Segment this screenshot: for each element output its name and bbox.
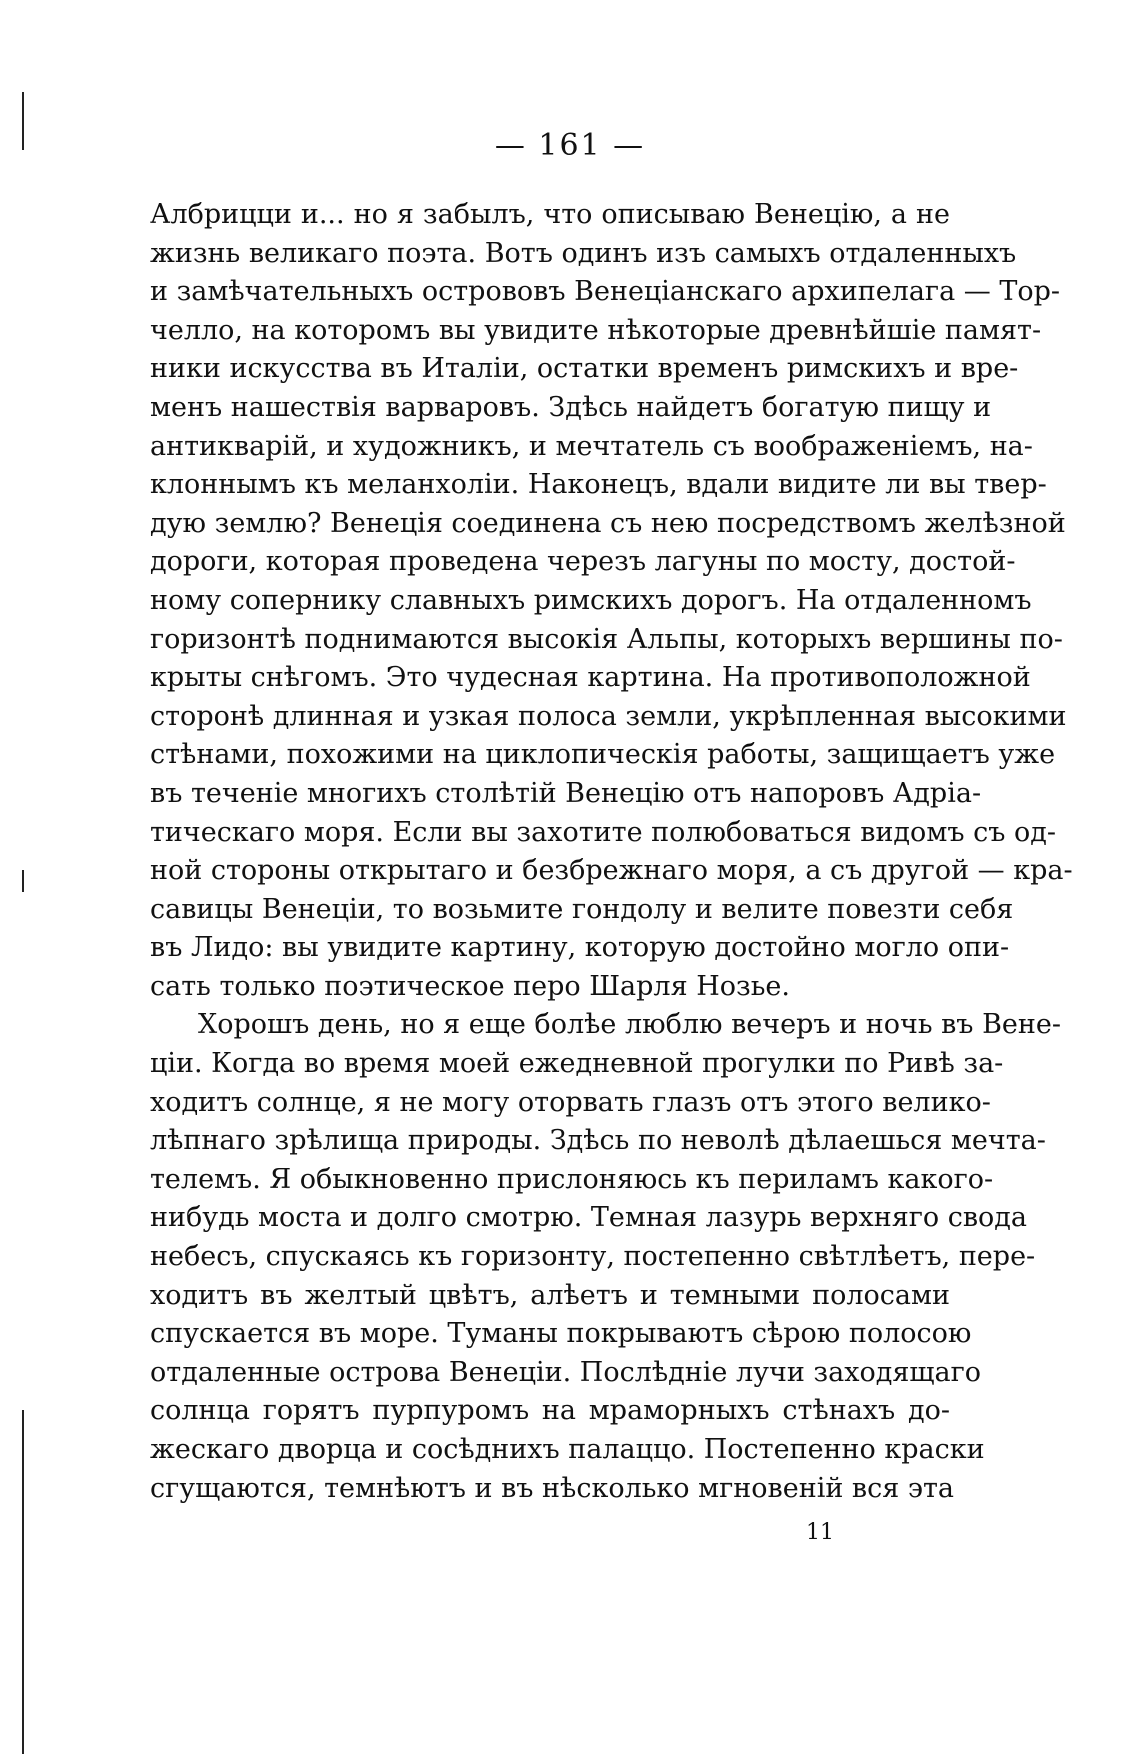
text-line: дую землю? Венеція соединена съ нею посредствомъ желѣзной xyxy=(150,507,1066,539)
text-line: отдаленные острова Венеціи. Послѣдніе лучи заходящаго xyxy=(150,1356,981,1388)
text-line: стѣнами, похожими на циклопическія работы, защищаетъ уже xyxy=(150,739,1056,771)
text-line: въ Лидо: вы увидите картину, которую достойно могло опи- xyxy=(150,932,1010,964)
text-line: лѣпнаго зрѣлища природы. Здѣсь по неволѣ дѣлаешься мечта- xyxy=(150,1125,1046,1157)
text-line: антикварій, и художникъ, и мечтатель съ воображеніемъ, на- xyxy=(150,430,1033,462)
text-line: Албрицци и... но я забылъ, что описываю Венецію, а не xyxy=(150,199,950,230)
text-line: солнца горятъ пурпуромъ на мраморныхъ стѣнахъ до- xyxy=(150,1395,950,1427)
text-line: менъ нашествія варваровъ. Здѣсь найдетъ богатую пищу и xyxy=(150,391,992,423)
text-line: ники искусства въ Италіи, остатки временъ римскихъ и вре- xyxy=(150,353,1019,385)
text-line: и замѣчательныхъ острововъ Венеціанскаго архипелага — Тор- xyxy=(150,276,1061,308)
text-line: ной стороны открытаго и безбрежнаго моря, а съ другой — кра- xyxy=(150,855,1073,887)
text-line: телемъ. Я обыкновенно прислоняюсь къ периламъ какого- xyxy=(150,1163,994,1195)
paragraph xyxy=(150,196,1073,1006)
text-line: ному сопернику славныхъ римскихъ дорогъ. На отдаленномъ xyxy=(150,584,1032,616)
text-line: въ теченіе многихъ столѣтій Венецію отъ напоровъ Адріа- xyxy=(150,777,982,809)
text-line: крыты снѣгомъ. Это чудесная картина. На противоположной xyxy=(150,662,1031,694)
text-line: горизонтѣ поднимаются высокія Альпы, которыхъ вершины по- xyxy=(150,623,1063,655)
text-line: сать только поэтическое перо Шарля Нозье. xyxy=(150,970,790,1002)
text-line: ходитъ солнце, я не могу оторвать глазъ отъ этого велико- xyxy=(150,1086,991,1118)
text-line: Хорошъ день, но я еще болѣе люблю вечеръ и ночь въ Вене- xyxy=(198,1009,1061,1041)
body-text xyxy=(150,196,1073,1508)
text-line: сгущаются, темнѣютъ и въ нѣсколько мгновеній вся эта xyxy=(150,1472,955,1504)
text-line: савицы Венеціи, то возьмите гондолу и велите повезти себя xyxy=(150,893,1014,925)
text-line: клоннымъ къ меланхоліи. Наконецъ, вдали видите ли вы твер- xyxy=(150,469,1047,501)
paragraph xyxy=(150,1006,1061,1508)
text-line: челло, на которомъ вы увидите нѣкоторые древнѣйшіе памят- xyxy=(150,314,1042,346)
text-line: дороги, которая проведена черезъ лагуны по мосту, достой- xyxy=(150,546,1016,578)
text-line: ходитъ въ желтый цвѣтъ, алѣетъ и темными полосами xyxy=(150,1279,950,1311)
text-line: ціи. Когда во время моей ежедневной прогулки по Ривѣ за- xyxy=(150,1048,1004,1080)
scan-edge-mark xyxy=(22,870,24,892)
text-line: небесъ, спускаясь къ горизонту, постепенно свѣтлѣетъ, пере- xyxy=(150,1241,1036,1273)
text-line: жескаго дворца и сосѣднихъ палаццо. Постепенно краски xyxy=(150,1434,985,1465)
text-line: спускается въ море. Туманы покрываютъ сѣрою полосою xyxy=(150,1318,972,1350)
text-line: сторонѣ длинная и узкая полоса земли, укрѣпленная высокими xyxy=(150,700,1067,732)
page-number-header: — 161 — xyxy=(494,128,646,163)
text-line: жизнь великаго поэта. Вотъ одинъ изъ самыхъ отдаленныхъ xyxy=(150,237,1017,269)
text-line: нибудь моста и долго смотрю. Темная лазурь верхняго свода xyxy=(150,1202,1028,1234)
text-line: тическаго моря. Если вы захотите полюбоваться видомъ съ од- xyxy=(150,816,1056,848)
signature-mark: 11 xyxy=(806,1520,834,1545)
scan-edge-mark xyxy=(22,1410,24,1754)
